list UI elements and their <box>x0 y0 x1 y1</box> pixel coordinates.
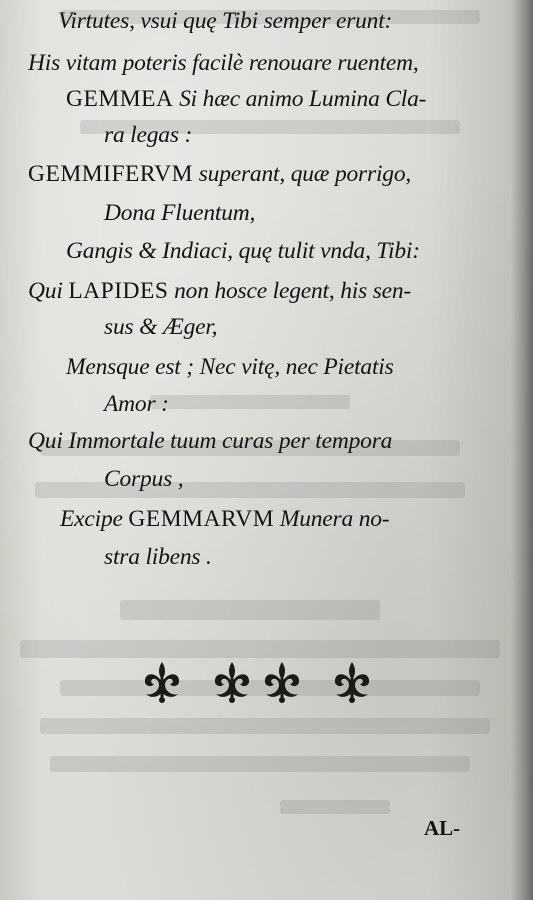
verse-line-capitals: GEMMIFERVM <box>28 161 194 187</box>
verse-line-suffix: Si hæc animo Lumina Cla- <box>173 86 427 112</box>
verse-line-capitals: LAPIDES <box>68 278 169 304</box>
verse-line: ra legas : <box>104 122 193 148</box>
verse-line <box>66 88 426 112</box>
verse-line-capitals: GEMMARVM <box>128 506 275 532</box>
verse-line-prefix: Qui <box>28 278 69 304</box>
verse-line: Amor : <box>104 391 169 417</box>
verse-line: Corpus , <box>104 466 184 492</box>
verse-line-suffix: superant, quæ porrigo, <box>193 161 412 187</box>
verse-line-prefix: Excipe <box>60 506 129 532</box>
verse-line: Virtutes, vsui quę Tibi semper erunt: <box>58 8 393 34</box>
verse-line: sus & Æger, <box>104 314 218 340</box>
verse-line-suffix: Munera no- <box>274 506 390 532</box>
verse-line-capitals: GEMMEA <box>66 86 174 112</box>
verse-line: Gangis & Indiaci, quę tulit vnda, Tibi: <box>66 238 420 264</box>
fleuron-ornament-icon <box>138 656 388 704</box>
verse-line: stra libens . <box>104 544 212 570</box>
verse-line <box>60 508 389 532</box>
verse-line-suffix: non hosce legent, his sen- <box>168 278 412 304</box>
verse-line: Dona Fluentum, <box>104 200 256 226</box>
verse-line: Mensque est ; Nec vitę, nec Pietatis <box>66 354 394 380</box>
verse-line <box>28 163 411 187</box>
verse-line <box>28 280 411 304</box>
verse-line: His vitam poteris facilè renouare ruentem, <box>28 50 419 76</box>
catchword: AL- <box>424 816 461 840</box>
verse-line: Qui Immortale tuum curas per tempora <box>28 428 393 454</box>
